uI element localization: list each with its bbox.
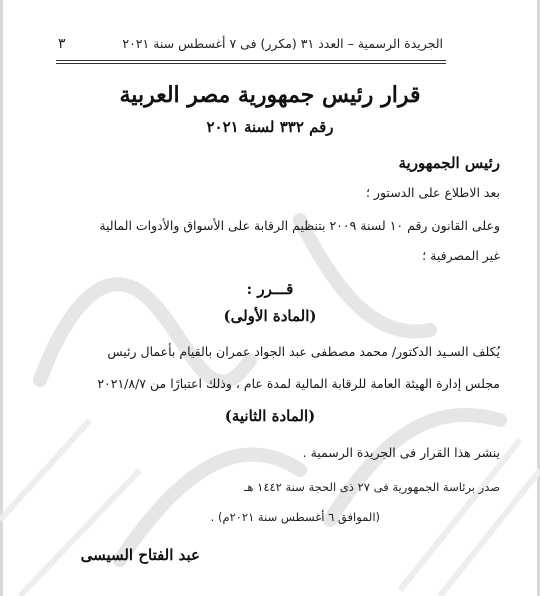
article-2-line-1: ينشر هذا القرار فى الجريدة الرسمية .: [302, 445, 500, 460]
issuer-heading: رئيس الجمهورية: [398, 154, 500, 172]
page-number: ٣: [58, 36, 66, 52]
article-1-line-2: مجلس إدارة الهيئة العامة للرقابة المالية لمدة عام ، وذلك اعتبارًا من ٢٠٢١/٨/٧: [97, 376, 500, 391]
article-1-heading: (المادة الأولى): [223, 307, 317, 325]
article-2-heading: (المادة الثانية): [224, 407, 316, 425]
preamble-line-3: غير المصرفية ؛: [422, 248, 500, 263]
article-1-line-1: يُكلف السـيد الدكتور/ محمد مصطفى عبد الجواد عمران بالقيام بأعمال رئيس: [107, 344, 500, 359]
header-text: الجريدة الرسمية – العدد ٣١ (مكرر) فى ٧ أغسطس سنة ٢٠٢١: [122, 36, 443, 51]
decree-title: قرار رئيس جمهورية مصر العربية: [119, 82, 421, 108]
issued-date: صدر برئاسة الجمهورية فى ٢٧ ذى الحجة سنة ١٤٤٢ هـ: [244, 480, 500, 494]
corresponding-date: (الموافق ٦ أغسطس سنة ٢٠٢١م) .: [210, 510, 380, 524]
preamble-line-2: وعلى القانون رقم ١٠ لسنة ٢٠٠٩ بتنظيم الرقابة على الأسواق والأدوات المالية: [99, 218, 500, 233]
decree-heading: قـــرر :: [246, 280, 294, 298]
decree-number: رقم ٣٣٢ لسنة ٢٠٢١: [206, 118, 334, 136]
header-rule: [56, 60, 446, 61]
preamble-line-1: بعد الاطلاع على الدستور ؛: [365, 185, 500, 200]
signature-name: عبد الفتاح السيسى: [80, 546, 200, 564]
header-rule-double: [56, 63, 446, 64]
gazette-header: [58, 36, 443, 56]
